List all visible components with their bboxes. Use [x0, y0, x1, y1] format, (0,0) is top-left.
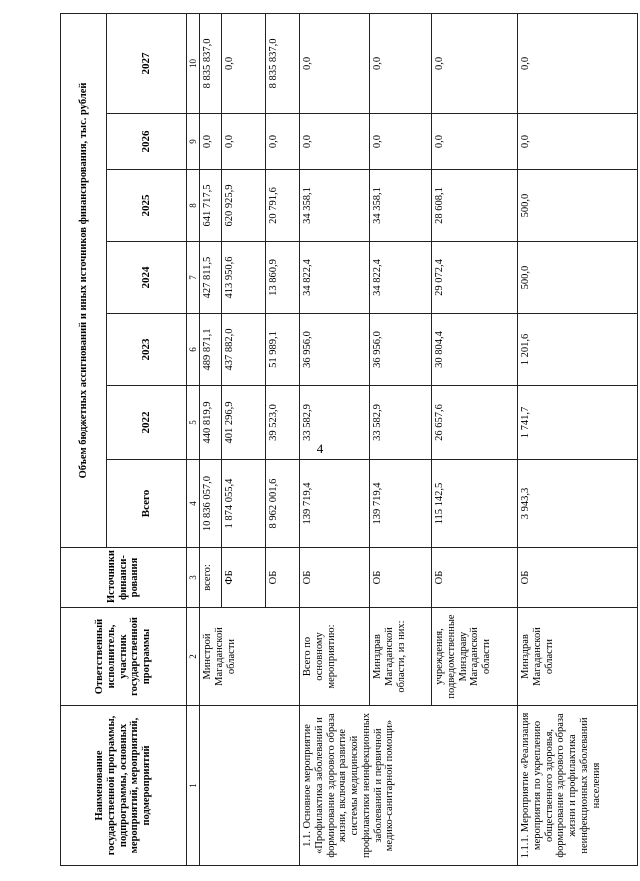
value-cell: 0,0	[518, 13, 638, 113]
value-cell: 8 835 837,0	[266, 13, 300, 113]
column-number: 1	[187, 706, 200, 866]
activity-name-cell: 1.1.1. Мероприятие «Реализация мероприятия по укреплению общественного здоровья, формирование здорового образа жизни и профилактика неинфекционных заболеваний населения	[518, 706, 638, 866]
source-cell: ОБ	[518, 548, 638, 608]
value-cell: 0,0	[222, 114, 266, 170]
source-cell: всего:	[200, 548, 222, 608]
source-cell: ОБ	[266, 548, 300, 608]
column-number-row	[187, 13, 200, 865]
header-total: Всего	[107, 460, 187, 548]
value-cell: 437 882,0	[222, 314, 266, 386]
value-cell: 0,0	[300, 114, 370, 170]
value-cell: 115 142,5	[432, 460, 518, 548]
value-cell: 413 950,6	[222, 242, 266, 314]
value-cell: 427 811,5	[200, 242, 222, 314]
table-row	[300, 13, 370, 865]
column-number: 6	[187, 314, 200, 386]
rotated-table-container	[60, 14, 620, 866]
value-cell: 13 860,9	[266, 242, 300, 314]
value-cell: 1 201,6	[518, 314, 638, 386]
table-row	[518, 13, 638, 865]
column-number: 10	[187, 13, 200, 113]
value-cell: 34 358,1	[370, 170, 432, 242]
source-cell: ОБ	[300, 548, 370, 608]
value-cell: 34 822,4	[300, 242, 370, 314]
value-cell: 36 956,0	[370, 314, 432, 386]
value-cell: 10 836 057,0	[200, 460, 222, 548]
value-cell: 39 523,0	[266, 386, 300, 460]
value-cell: 36 956,0	[300, 314, 370, 386]
header-executor-column: Ответственный исполнитель, участник государственной программы	[61, 608, 187, 706]
page-number: 4	[316, 441, 324, 456]
header-year: 2023	[107, 314, 187, 386]
value-cell: 0,0	[300, 13, 370, 113]
value-cell: 34 822,4	[370, 242, 432, 314]
value-cell: 1 741,7	[518, 386, 638, 460]
value-cell: 500,0	[518, 242, 638, 314]
budget-table	[60, 13, 638, 866]
column-number: 9	[187, 114, 200, 170]
value-cell: 33 582,9	[300, 386, 370, 460]
header-source-column: Источники финанси-рования	[61, 548, 187, 608]
value-cell: 0,0	[370, 114, 432, 170]
column-number: 5	[187, 386, 200, 460]
value-cell: 29 072,4	[432, 242, 518, 314]
header-year: 2027	[107, 13, 187, 113]
value-cell: 1 874 055,4	[222, 460, 266, 548]
header-year: 2026	[107, 114, 187, 170]
value-cell: 139 719,4	[300, 460, 370, 548]
header-year: 2025	[107, 170, 187, 242]
value-cell: 401 296,9	[222, 386, 266, 460]
executor-cell: Минздрав Магаданской области, из них:	[370, 608, 432, 706]
header-row-top	[61, 13, 107, 865]
value-cell: 0,0	[518, 114, 638, 170]
executor-cell: Всего по основному мероприятию:	[300, 608, 370, 706]
column-number: 2	[187, 608, 200, 706]
value-cell: 8 962 001,6	[266, 460, 300, 548]
header-year: 2024	[107, 242, 187, 314]
value-cell: 440 819,9	[200, 386, 222, 460]
column-number: 8	[187, 170, 200, 242]
column-number: 7	[187, 242, 200, 314]
value-cell: 34 358,1	[300, 170, 370, 242]
value-cell: 26 657,6	[432, 386, 518, 460]
activity-name-cell: 1.1. Основное мероприятие «Профилактика заболеваний и формирование здорового образа жизни, включая развитие системы медицинской профилактики неинфекционных заболеваний и первичной медико-санитарной помощи»	[300, 706, 518, 866]
value-cell: 139 719,4	[370, 460, 432, 548]
executor-cell: учреждения, подведомственные Минздраву Магаданской области	[432, 608, 518, 706]
program-name-cell	[200, 706, 300, 866]
value-cell: 28 608,1	[432, 170, 518, 242]
value-cell: 0,0	[370, 13, 432, 113]
column-number: 4	[187, 460, 200, 548]
executor-cell: Минздрав Магаданской области	[518, 608, 638, 706]
value-cell: 33 582,9	[370, 386, 432, 460]
source-cell: ОБ	[432, 548, 518, 608]
header-funding: Объем бюджетных ассигнований и иных источников финансирования, тыс. рублей	[61, 13, 107, 547]
value-cell: 30 804,4	[432, 314, 518, 386]
value-cell: 0,0	[266, 114, 300, 170]
value-cell: 489 871,1	[200, 314, 222, 386]
value-cell: 20 791,6	[266, 170, 300, 242]
header-year: 2022	[107, 386, 187, 460]
value-cell: 0,0	[200, 114, 222, 170]
header-name-column: Наименование государственной программы, подпрограммы, основных мероприятий, мероприятий, подмероприятий	[61, 706, 187, 866]
table-row	[200, 13, 222, 865]
value-cell: 0,0	[432, 114, 518, 170]
source-cell: ФБ	[222, 548, 266, 608]
value-cell: 620 925,9	[222, 170, 266, 242]
value-cell: 3 943,3	[518, 460, 638, 548]
column-number: 3	[187, 548, 200, 608]
value-cell: 0,0	[432, 13, 518, 113]
value-cell: 51 989,1	[266, 314, 300, 386]
value-cell: 8 835 837,0	[200, 13, 222, 113]
executor-cell: Минстрой Магаданской области	[200, 608, 300, 706]
value-cell: 641 717,5	[200, 170, 222, 242]
value-cell: 0,0	[222, 13, 266, 113]
value-cell: 500,0	[518, 170, 638, 242]
source-cell: ОБ	[370, 548, 432, 608]
